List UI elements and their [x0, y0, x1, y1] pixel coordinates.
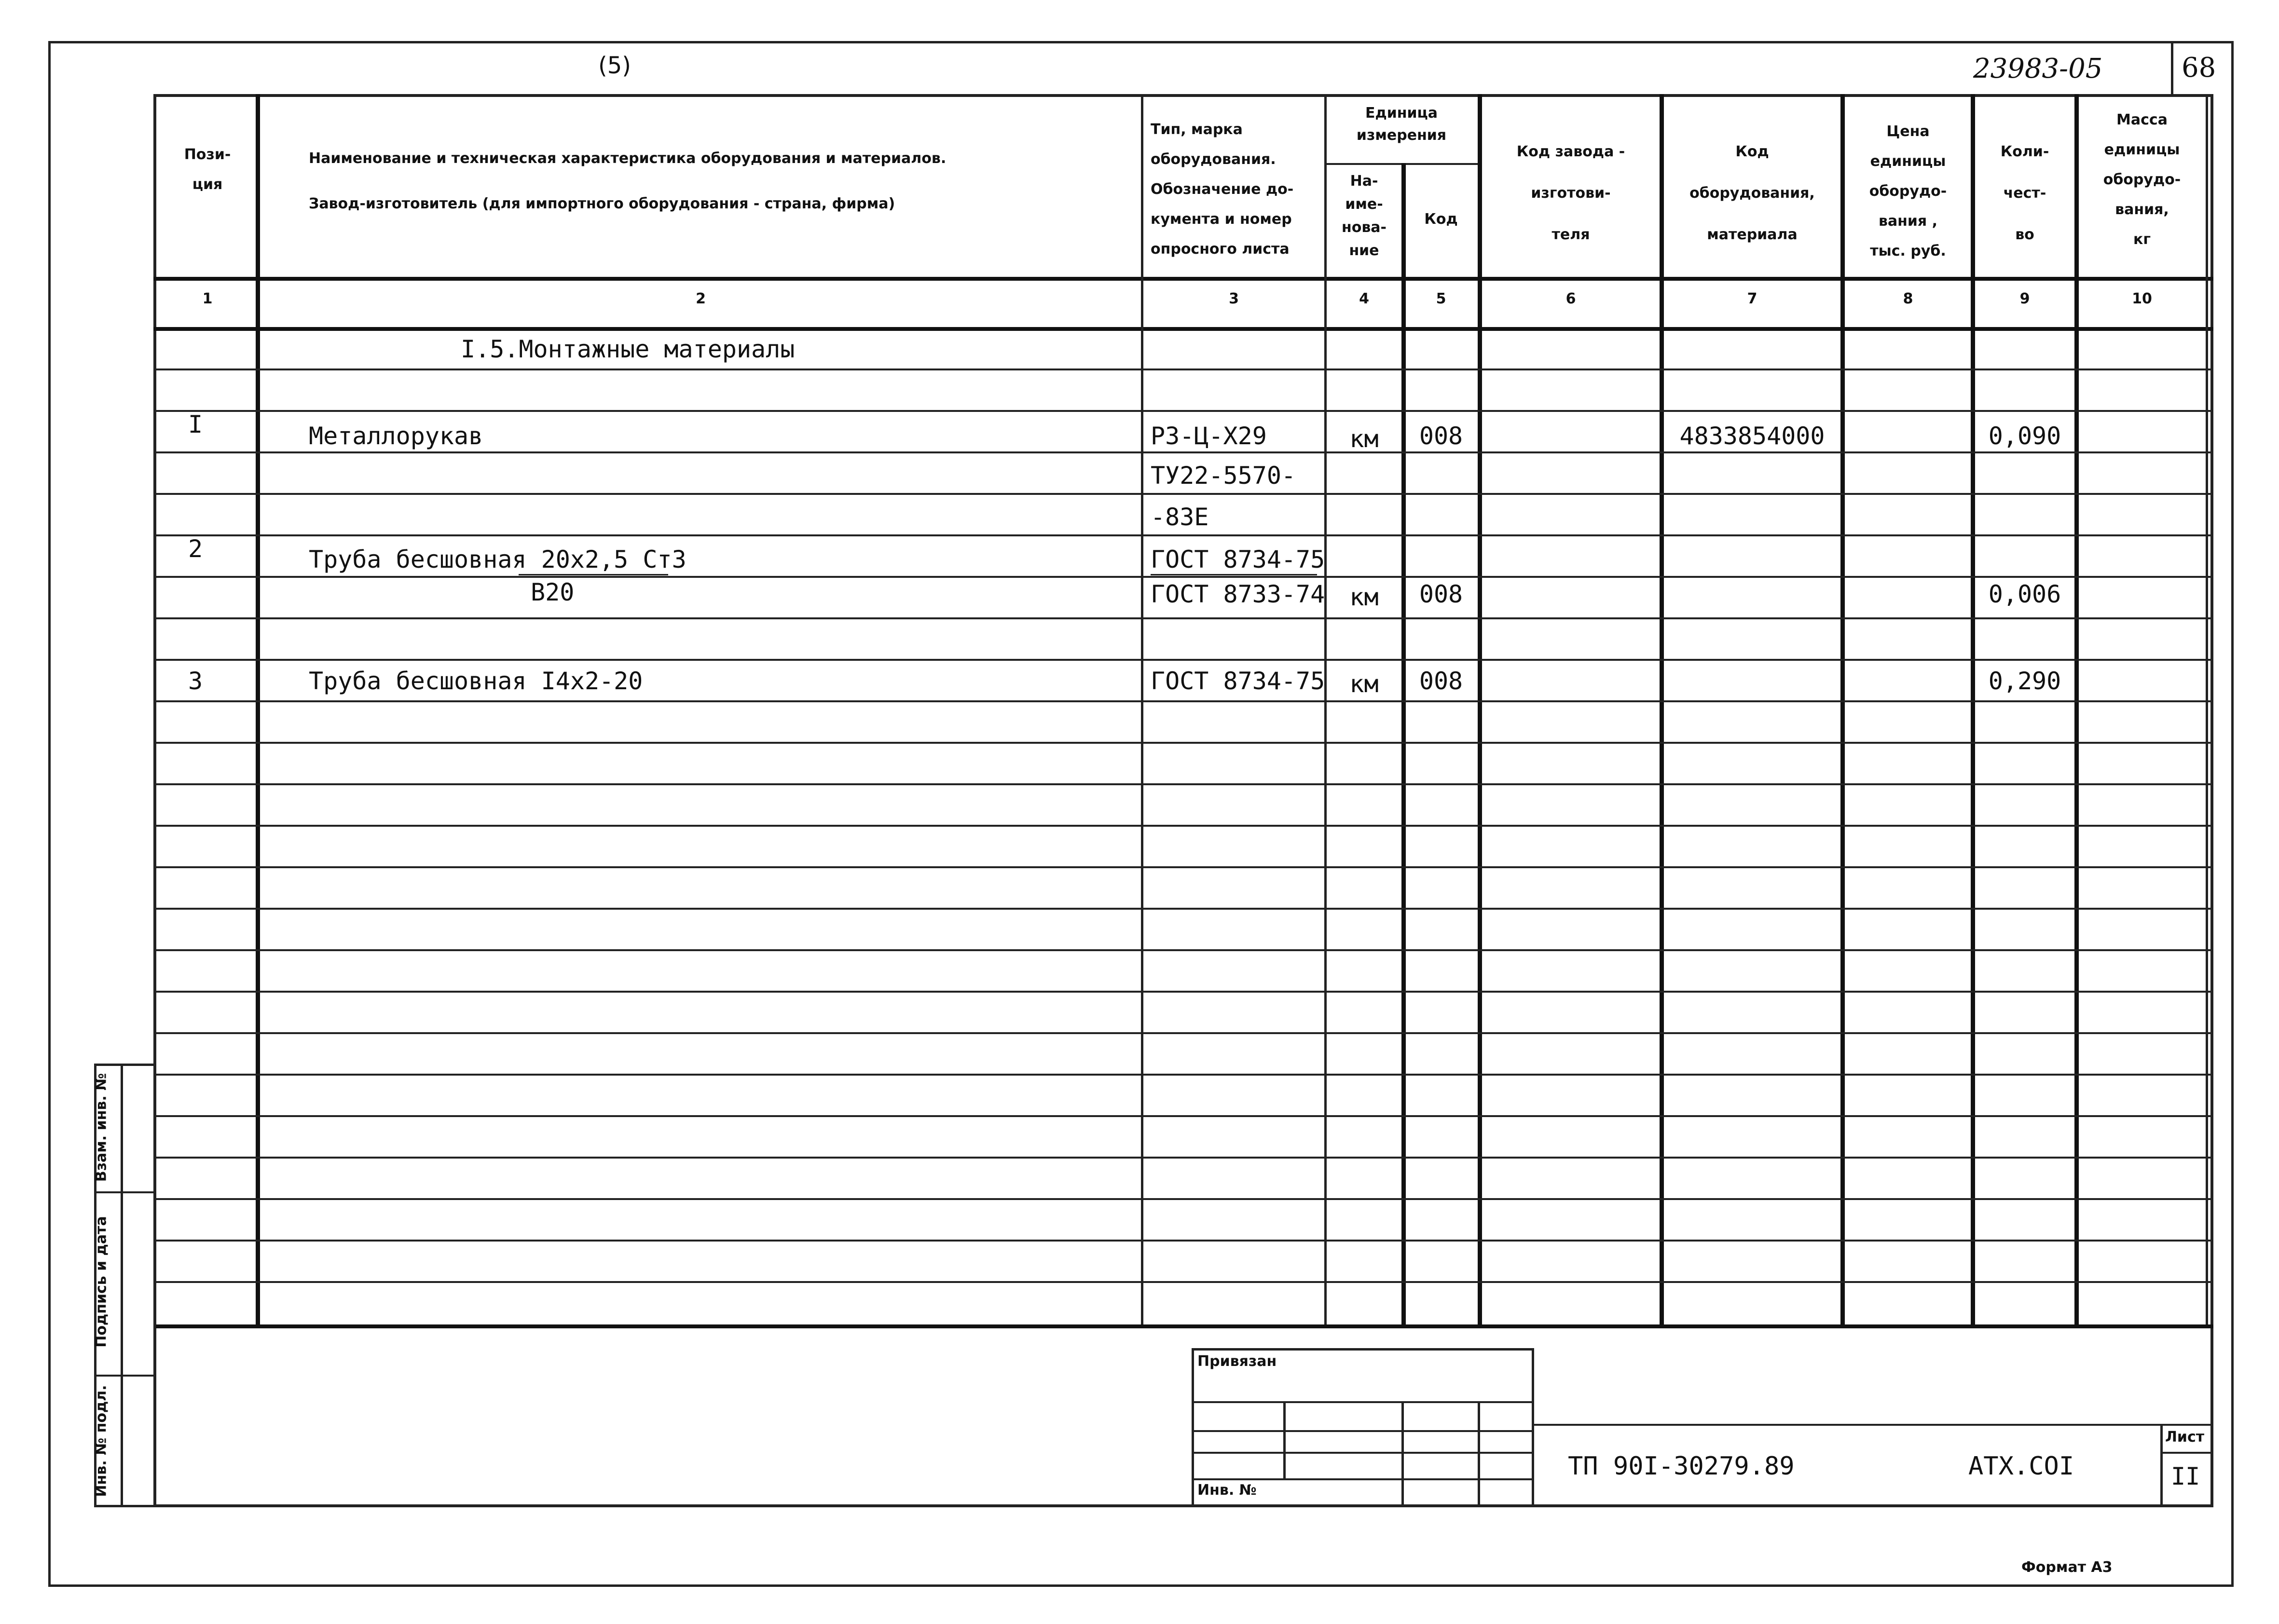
row-2-name-underline [519, 574, 668, 575]
bound-row-3 [1192, 1452, 1534, 1454]
side-stamp-inv-orig: Инв. № подл. [93, 1385, 110, 1497]
col-num-10: 10 [2132, 290, 2152, 307]
section-title: I.5.Монтажные материалы [461, 335, 795, 363]
col-num-5: 5 [1436, 290, 1446, 307]
bound-row-2 [1192, 1430, 1534, 1432]
bound-row-1 [1192, 1401, 1534, 1403]
row-1b-type: ТУ22-5570- [1151, 462, 1296, 490]
bound-row-4 [1192, 1478, 1534, 1480]
col-header-quantity: Коли- чест- во [2000, 143, 2049, 243]
bound-col-1 [1283, 1401, 1286, 1478]
row-2b-quantity: 0,006 [1988, 580, 2061, 608]
table-row-line [153, 451, 2213, 453]
col-divider-8 [1971, 94, 1975, 1326]
col-num-6: 6 [1565, 290, 1576, 307]
table-row-line [153, 1032, 2213, 1034]
row-2b-name: В20 [531, 578, 575, 606]
table-row-line [153, 534, 2213, 536]
corner-divider [2171, 41, 2173, 94]
number-row-bottom-line [153, 327, 2213, 331]
row-1-type: РЗ-Ц-Х29 [1151, 422, 1267, 450]
side-stamp-line-2 [94, 1375, 156, 1377]
col-divider-2 [1141, 94, 1143, 1326]
row-2-type: ГОСТ 8734-75 [1151, 546, 1325, 573]
sheet-number: II [2171, 1462, 2200, 1490]
col-num-4: 4 [1359, 290, 1369, 307]
table-row-line [153, 742, 2213, 744]
side-stamp-inv-swap: Взам. инв. № [93, 1073, 110, 1182]
col-divider-6 [1660, 94, 1664, 1326]
table-row-line [153, 1115, 2213, 1117]
table-row-line [153, 700, 2213, 702]
row-3-type: ГОСТ 8734-75 [1151, 667, 1325, 695]
title-top-line [1534, 1424, 2213, 1426]
row-1c-type: -83Е [1151, 503, 1209, 531]
side-stamp-inner [121, 1064, 123, 1507]
table-row-line [153, 1240, 2213, 1242]
row-1-quantity: 0,090 [1988, 422, 2061, 450]
row-2b-type: ГОСТ 8733-74 [1151, 580, 1325, 608]
table-row-line [153, 949, 2213, 951]
col-num-1: 1 [202, 290, 213, 307]
row-3-position: 3 [188, 667, 203, 695]
table-row-line [153, 908, 2213, 910]
table-row-line [153, 825, 2213, 827]
side-stamp-line-1 [94, 1191, 156, 1193]
page-number-corner: 68 [2182, 52, 2216, 83]
col-header-equip-code: Код оборудования, материала [1689, 143, 1815, 243]
table-row-line [153, 783, 2213, 785]
bound-col-2 [1401, 1401, 1404, 1507]
page-marker: (5) [598, 52, 631, 79]
table-row-line [153, 866, 2213, 868]
table-row-line [153, 1281, 2213, 1283]
format-label: Формат А3 [2021, 1559, 2113, 1576]
col-header-price: Цена единицы оборудо- вания , тыс. руб. [1869, 123, 1947, 259]
table-row-line [153, 617, 2213, 619]
col-divider-3 [1324, 94, 1327, 1326]
col-divider-7 [1840, 94, 1845, 1326]
col-divider-9 [2074, 94, 2079, 1326]
col-header-maker-code: Код завода - изготови- теля [1516, 143, 1625, 243]
header-bottom-line [153, 277, 2213, 281]
row-1-unit: км [1349, 425, 1379, 453]
col-num-2: 2 [696, 290, 706, 307]
doc-number-handwritten: 23983-05 [1973, 53, 2103, 84]
row-1-code: 008 [1419, 422, 1463, 450]
row-3-name: Труба бесшовная I4х2-20 [309, 667, 643, 695]
col-header-mass: Масса единицы оборудо- вания, кг [2103, 111, 2181, 248]
table-row-line [153, 368, 2213, 370]
col-divider-4 [1401, 163, 1406, 1326]
side-stamp-sign-date: Подпись и дата [93, 1216, 110, 1348]
table-row-line [153, 1074, 2213, 1076]
col-header-unit-code: Код [1424, 211, 1458, 228]
col-divider-5 [1478, 94, 1482, 1326]
row-2b-code: 008 [1419, 580, 1463, 608]
col-num-3: 3 [1229, 290, 1239, 307]
sheet-box-divider [2160, 1424, 2163, 1507]
inv-label: Инв. № [1197, 1482, 1257, 1499]
row-1-equip-code: 4833854000 [1679, 422, 1825, 450]
table-row-line [153, 576, 2213, 578]
col-num-7: 7 [1747, 290, 1757, 307]
col-header-type: Тип, марка оборудования. Обозначение до- кумента и номер опросного листа [1151, 121, 1294, 258]
bound-label: Привязан [1197, 1353, 1277, 1370]
table-row-line [153, 493, 2213, 495]
col-header-unit-group: Единица измерения [1356, 105, 1447, 144]
table-row-line [153, 991, 2213, 993]
col-header-unit-name: На- име- нова- ние [1341, 173, 1387, 259]
row-3-code: 008 [1419, 667, 1463, 695]
row-1-name: Металлорукав [309, 422, 483, 450]
project-code: ТП 90I-30279.89 [1568, 1452, 1795, 1481]
bound-col-3 [1478, 1401, 1480, 1507]
col-num-9: 9 [2019, 290, 2030, 307]
row-2b-unit: км [1349, 583, 1379, 611]
table-row-line [153, 1198, 2213, 1200]
table-row-line [153, 1157, 2213, 1159]
row-1-position: I [188, 410, 203, 438]
col-header-name: Наименование и техническая характеристика оборудования и материалов. Завод-изготовитель (для импортного оборудования - страна, фирма) [309, 150, 947, 212]
table-row-line [153, 659, 2213, 661]
row-3-quantity: 0,290 [1988, 667, 2061, 695]
col-header-position: Пози- ция [184, 146, 231, 193]
col-divider-10 [2206, 94, 2208, 1326]
row-2-name: Труба бесшовная 20х2,5 Ст3 [309, 546, 686, 573]
row-2-type-underline [1151, 574, 1317, 575]
table-bottom-line [153, 1324, 2213, 1328]
col-num-8: 8 [1903, 290, 1913, 307]
sheet-box-line [2160, 1452, 2213, 1454]
col-divider-1 [256, 94, 260, 1326]
drawing-code: АТХ.СОI [1968, 1452, 2074, 1481]
row-2-position: 2 [188, 535, 203, 563]
row-3-unit: км [1349, 670, 1379, 698]
table-row-line [153, 410, 2213, 412]
sheet-label: Лист [2165, 1429, 2205, 1446]
